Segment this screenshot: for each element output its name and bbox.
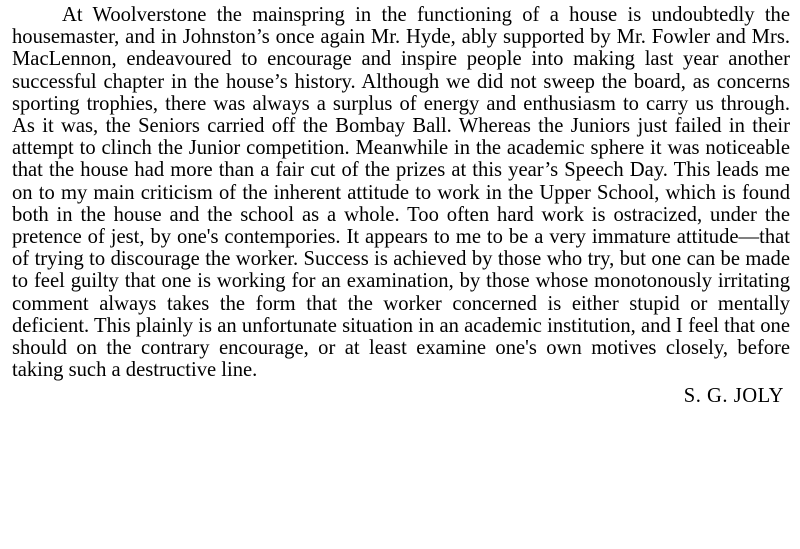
author-signature: S. G. JOLY — [683, 385, 784, 408]
article-paragraph: At Woolverstone the mainspring in the functioning of a house is undoubtedly the housemaster, and in Johnston’s once again Mr. Hyde, ably supported by Mr. Fowler and Mrs. MacLennon, endeavoured to encourage and inspire people into making last year another successful chapter in the house’s history. Although we did not sweep the board, as concerns sporting trophies, there was always a surplus of energy and enthusiasm to carry us through. As it was, the Seniors carried off the Bombay Ball. Whereas the Juniors just failed in their attempt to clinch the Junior competition. Meanwhile in the academic sphere it was noticeable that the house had more than a fair cut of the prizes at this year’s Speech Day. This leads me on to my main criticism of the inherent attitude to work in the Upper School, which is found both in the house and the school as a whole. Too often hard work is ostracized, under the pretence of jest, by one's contempories. It appears to me to be a very immature attitude—that of trying to discourage the worker. Success is achieved by those who try, but one can be made to feel guilty that one is working for an examination, by those whose monotonously irritating comment always takes the form that the worker concerned is either stupid or mentally deficient. This plainly is an unfortunate situation in an academic institution, and I feel that one should on the contrary encourage, or at least examine one's own motives closely, before taking such a destructive line. — [12, 4, 790, 382]
